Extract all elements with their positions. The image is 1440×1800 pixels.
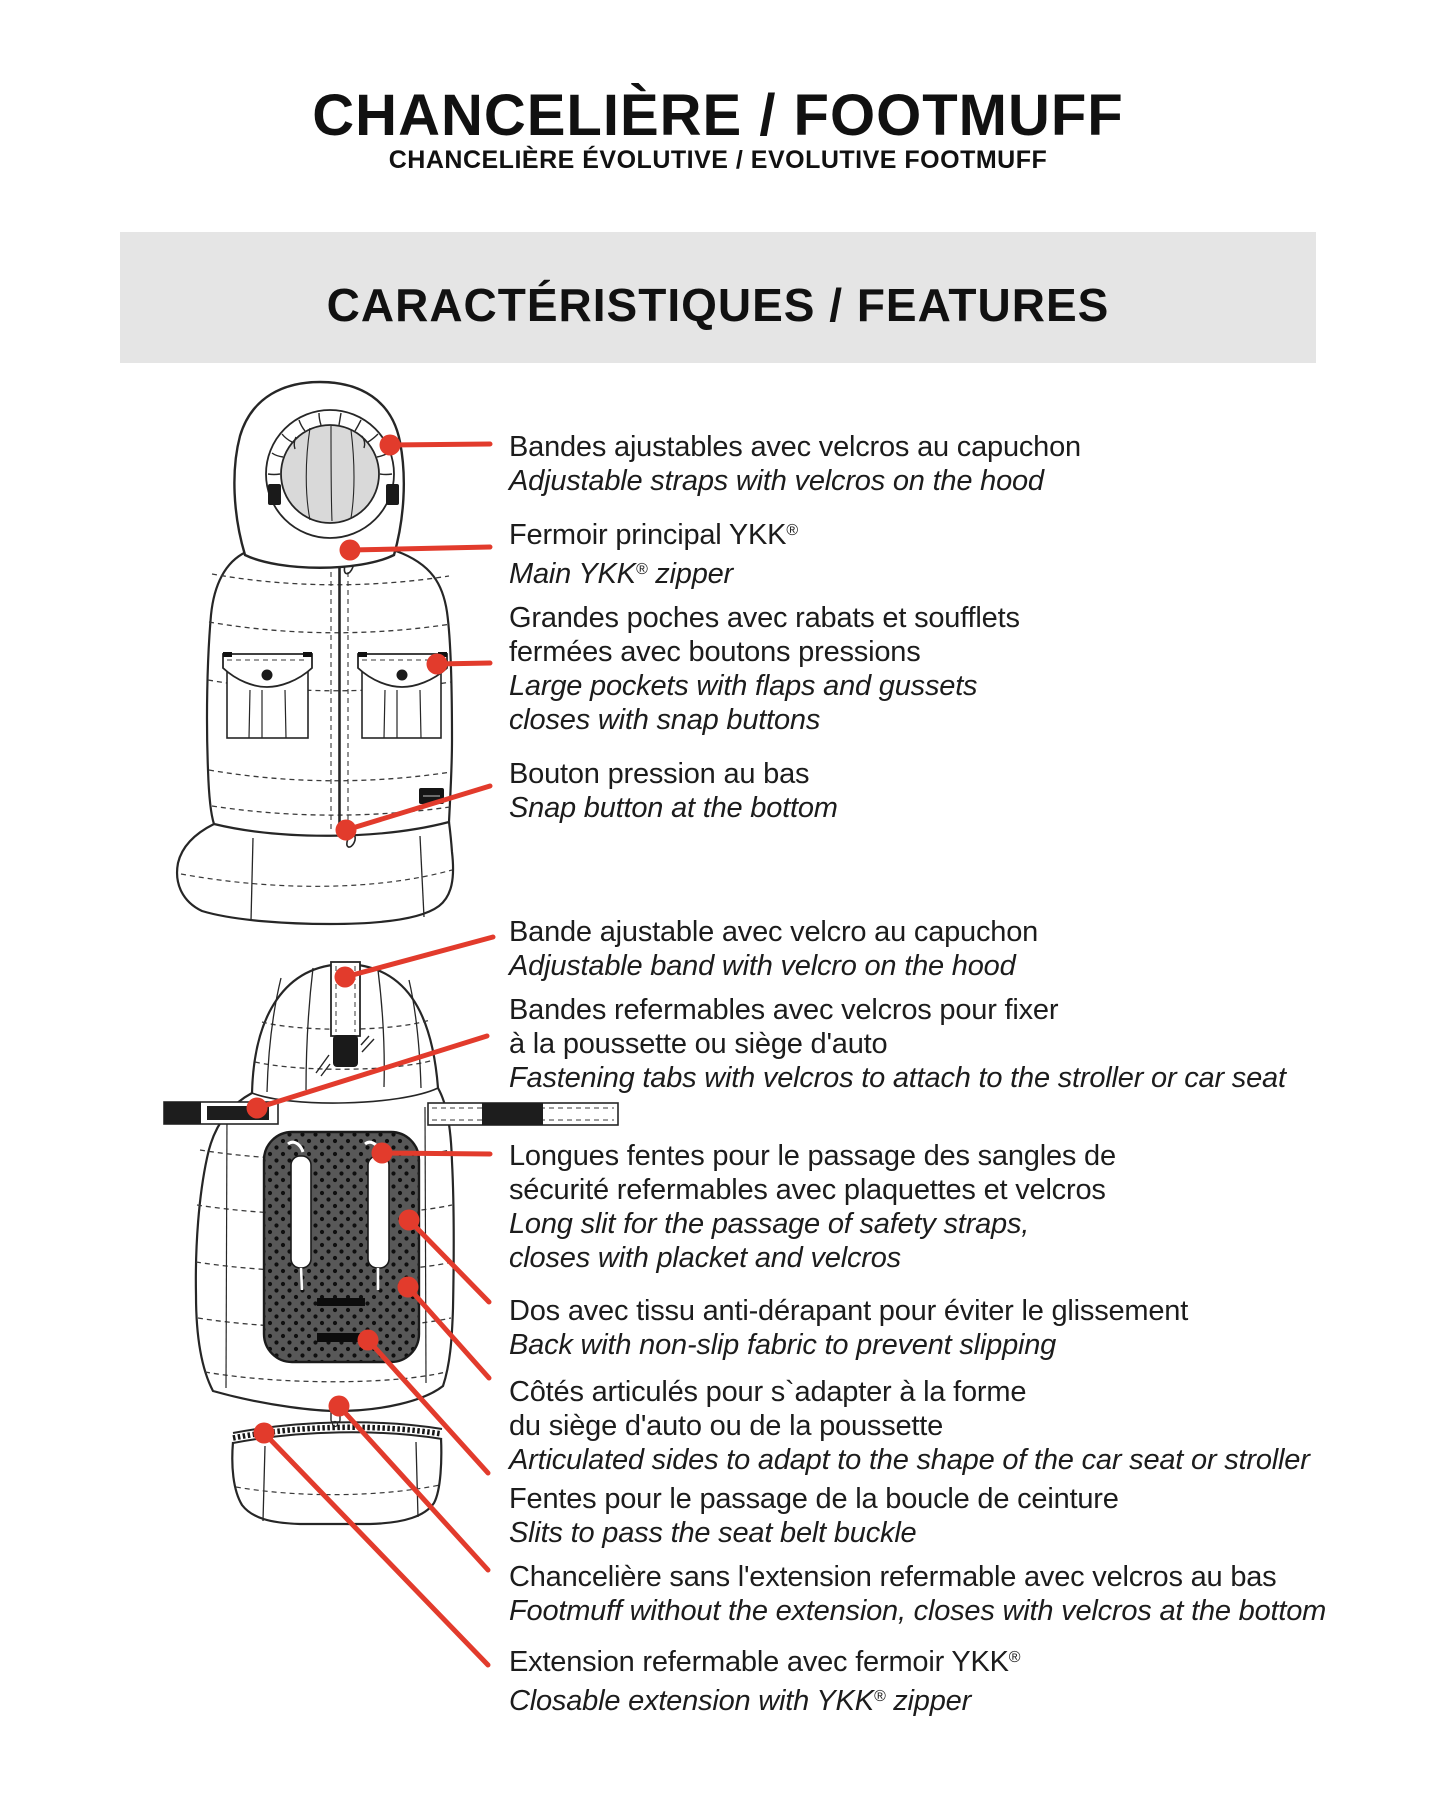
callout-line-fr: Extension refermable avec fermoir YKK® — [509, 1646, 1021, 1678]
callout-line-fr: Dos avec tissu anti-dérapant pour éviter le glissement — [509, 1295, 1189, 1327]
callout-line-en: Articulated sides to adapt to the shape of the car seat or stroller — [509, 1444, 1310, 1476]
callout-hood-band — [509, 915, 1409, 983]
callout-line-fr: Bande ajustable avec velcro au capuchon — [509, 916, 1039, 948]
callout-line-fr: Longues fentes pour le passage des sangles de — [509, 1140, 1116, 1172]
callout-closable-extension — [509, 1645, 1409, 1723]
callout-line-fr: Bandes ajustables avec velcros au capuchon — [509, 431, 1081, 463]
callout-line-en: Fastening tabs with velcros to attach to the stroller or car seat — [509, 1062, 1286, 1094]
callout-line-fr: Bandes refermables avec velcros pour fixer — [509, 994, 1059, 1026]
callout-line-en: Footmuff without the extension, closes with velcros at the bottom — [509, 1595, 1327, 1627]
callout-line-en: Main YKK® zipper — [509, 558, 734, 590]
callout-line-fr: Grandes poches avec rabats et soufflets — [509, 602, 1020, 634]
callout-line-fr: Chancelière sans l'extension refermable avec velcros au bas — [509, 1561, 1277, 1593]
callout-fastening-tabs — [509, 993, 1409, 1095]
callout-line-en: Snap button at the bottom — [509, 792, 838, 824]
callout-hood-straps — [509, 430, 1409, 498]
callout-main-zipper — [509, 518, 1409, 596]
callout-line-en: closes with snap buttons — [509, 704, 821, 736]
callout-line-en: Back with non-slip fabric to prevent slipping — [509, 1329, 1057, 1361]
page-title: CHANCELIÈRE / FOOTMUFF — [312, 83, 1124, 148]
callout-pockets — [509, 601, 1409, 737]
callout-line-fr: fermées avec boutons pressions — [509, 636, 921, 668]
section-heading: CARACTÉRISTIQUES / FEATURES — [326, 278, 1110, 331]
callout-line-en: Slits to pass the seat belt buckle — [509, 1517, 917, 1549]
callout-line-fr: Fentes pour le passage de la boucle de ceinture — [509, 1483, 1119, 1515]
callout-line-en: Adjustable straps with velcros on the hood — [509, 465, 1044, 497]
callout-line-en: Closable extension with YKK® zipper — [509, 1685, 972, 1717]
callout-line-en: Long slit for the passage of safety straps, — [509, 1208, 1030, 1240]
callout-bottom-snap — [509, 757, 1409, 825]
callout-line-fr: du siège d'auto ou de la poussette — [509, 1410, 944, 1442]
page-subtitle: CHANCELIÈRE ÉVOLUTIVE / EVOLUTIVE FOOTMUFF — [388, 146, 1048, 174]
callout-line-fr: Fermoir principal YKK® — [509, 519, 798, 551]
callout-without-extension — [509, 1560, 1409, 1628]
callout-line-en: Large pockets with flaps and gussets — [509, 670, 978, 702]
callout-line-fr: sécurité refermables avec plaquettes et velcros — [509, 1174, 1106, 1206]
callout-articulated-sides — [509, 1375, 1409, 1477]
callout-line-fr: Côtés articulés pour s`adapter à la forme — [509, 1376, 1027, 1408]
callout-strap-slits — [509, 1139, 1409, 1275]
callout-line-en: Adjustable band with velcro on the hood — [509, 950, 1016, 982]
callout-line-fr: Bouton pression au bas — [509, 758, 810, 790]
callout-line-fr: à la poussette ou siège d'auto — [509, 1028, 888, 1060]
callout-non-slip-back — [509, 1294, 1409, 1362]
callout-buckle-slits — [509, 1482, 1409, 1550]
callout-line-en: closes with placket and velcros — [509, 1242, 901, 1274]
